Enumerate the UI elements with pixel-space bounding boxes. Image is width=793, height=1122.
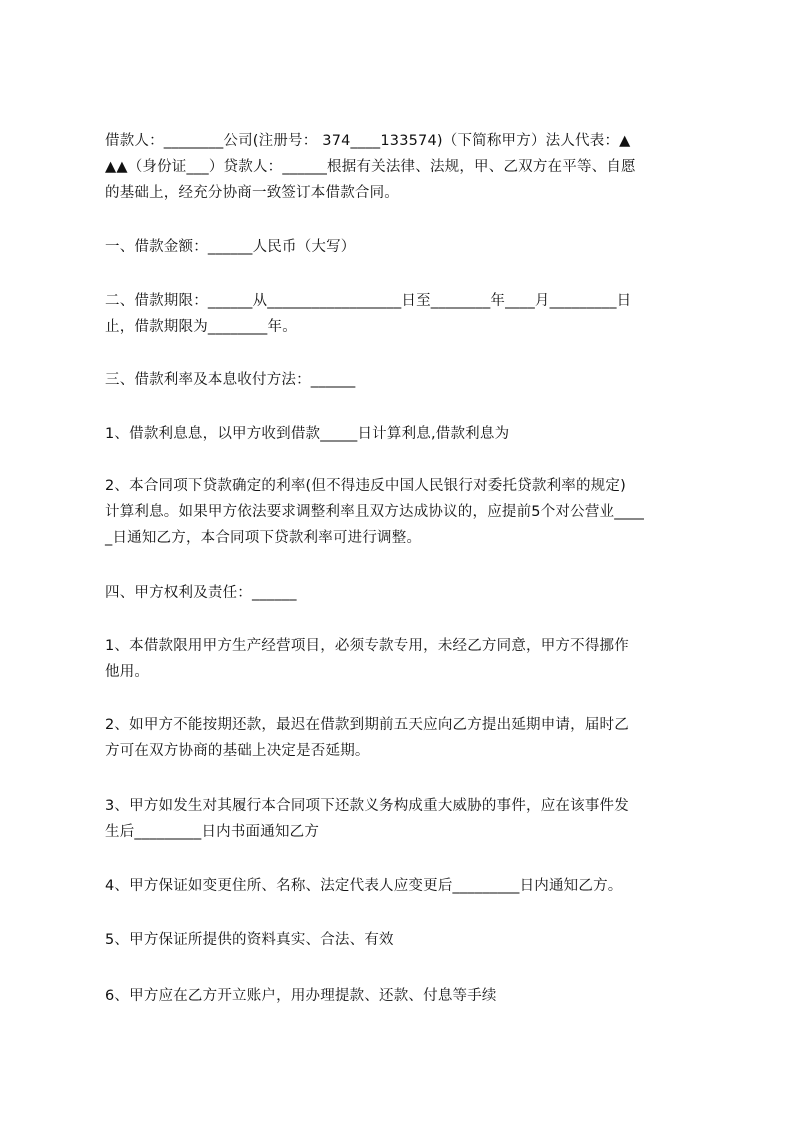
text-line: _日通知乙方，本合同项下贷款利率可进行调整。 [105,530,422,546]
text-line: 2、如甲方不能按期还款，最迟在借款到期前五天应向乙方提出延期申请，届时乙 [105,717,629,733]
text-line: 5、甲方保证所提供的资料真实、合法、有效 [105,932,394,948]
paragraph-party-a-rights [105,580,705,606]
paragraph-rights-item-3 [105,793,705,845]
paragraph-rights-item-1 [105,633,705,685]
text-line: 1、借款利息息，以甲方收到借款_____日计算利息,借款利息为 [105,426,510,442]
text-line: 计算利息。如果甲方依法要求调整利率且双方达成协议的，应提前5个对公营业____ [105,504,645,520]
text-line: 的基础上，经充分协商一致签订本借款合同。 [105,185,399,201]
text-line: 借款人：________公司(注册号： 374____133574)（下简称甲方）法人代表：▲ [105,133,631,149]
text-line: 四、甲方权利及责任：______ [105,585,297,601]
text-line: 方可在双方协商的基础上决定是否延期。 [105,743,370,759]
text-line: 二、借款期限：______从__________________日至________年____月_________日 [105,293,632,309]
text-line: 1、本借款限用甲方生产经营项目，必须专款专用，未经乙方同意，甲方不得挪作 [105,638,629,654]
text-line: 三、借款利率及本息收付方法：______ [105,372,356,388]
text-line: 他用。 [105,664,150,680]
text-line: 2、本合同项下贷款确定的利率(但不得违反中国人民银行对委托贷款利率的规定) [105,478,626,494]
text-line: 3、甲方如发生对其履行本合同项下还款义务构成重大威胁的事件，应在该事件发 [105,798,629,814]
text-line: 生后_________日内书面通知乙方 [105,824,320,840]
paragraph-interest-item-1 [105,421,705,447]
paragraph-rights-item-2 [105,712,705,764]
paragraph-parties [105,128,705,206]
text-line: 止，借款期限为________年。 [105,319,297,335]
paragraph-loan-term [105,288,705,340]
paragraph-loan-amount [105,234,705,260]
paragraph-rights-item-5 [105,927,705,953]
paragraph-rights-item-6 [105,983,705,1009]
text-line: 一、借款金额：______人民币（大写） [105,239,356,255]
text-line: 6、甲方应在乙方开立账户，用办理提款、还款、付息等手续 [105,988,497,1004]
text-line: ▲▲（身份证___）贷款人：______根据有关法律、法规，甲、乙双方在平等、自愿 [105,159,636,175]
paragraph-rights-item-4 [105,873,705,899]
paragraph-interest-rate [105,367,705,393]
text-line: 4、甲方保证如变更住所、名称、法定代表人应变更后_________日内通知乙方。 [105,878,623,894]
paragraph-interest-item-2 [105,473,705,551]
